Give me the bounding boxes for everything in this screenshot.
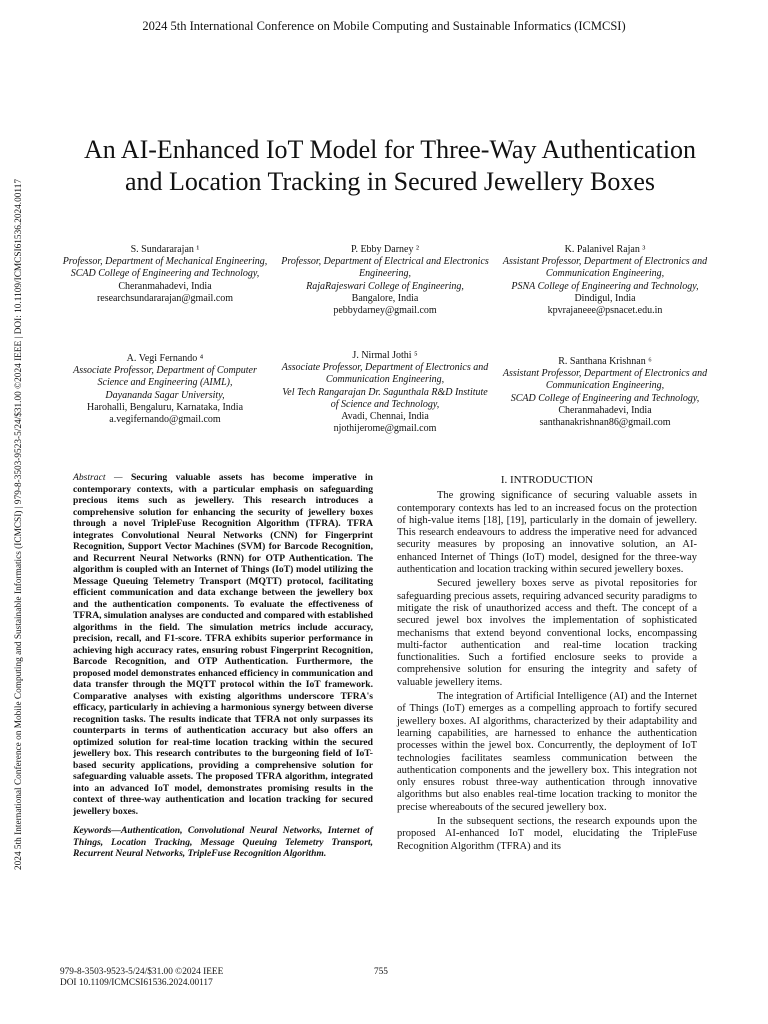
author-email: researchsundararajan@gmail.com [96, 292, 234, 304]
footer-doi: DOI 10.1109/ICMCSI61536.2024.00117 [60, 978, 213, 988]
left-column [73, 472, 373, 860]
author-location: Dindigul, India [574, 292, 636, 304]
section-heading-introduction: I. INTRODUCTION [500, 474, 594, 486]
author-location: Avadi, Chennai, India [341, 411, 429, 423]
right-column [397, 474, 697, 855]
author-role: Associate Professor, Department of Computer Science and Engineering (AIML), [73, 365, 257, 389]
author-email: a.vegifernando@gmail.com [109, 414, 221, 426]
author-name: K. Palanivel Rajan ³ [564, 244, 646, 255]
author-affiliation: RajaRajeswari College of Engineering, [306, 280, 464, 292]
side-citation-note: 2024 5th International Conference on Mobile Computing and Sustainable Informatics (ICMCSI) | 979-8-3503-9523-5/24/$31.00 ©2024 IEEE | DOI: 10.1109/ICMCSI61536.2024.00117 [14, 178, 24, 870]
intro-paragraph: The integration of Artificial Intelligence (AI) and the Internet of Things (IoT) emerges as a compelling approach to fortify secured jewellery boxes. AI algorithms, characterized by their adaptability and learning capabilities, are harnessed to enhance the authentication processes within the jewel box. Concurrently, the deployment of IoT technologies facilitates seamless communication between the authentication components and the jewellery box. This integration not only ensures robust three-way authentication through innovative algorithms but also enables real-time location tracking to monitor the precise whereabouts of the secured jewellery box. [397, 691, 697, 813]
conference-header: 2024 5th International Conference on Mobile Computing and Sustainable Informatics (ICMCSI) [142, 19, 626, 33]
author-location: Cheranmahadevi, India [118, 280, 212, 292]
author-name: J. Nirmal Jothi ⁵ [352, 350, 418, 361]
footer-isbn: 979-8-3503-9523-5/24/$31.00 ©2024 IEEE [60, 967, 224, 977]
author-1 [60, 244, 270, 305]
author-affiliation: SCAD College of Engineering and Technology, [70, 268, 260, 280]
author-role: Professor, Department of Electrical and Electronics Engineering, [281, 256, 489, 280]
author-role: Associate Professor, Department of Electronics and Communication Engineering, [281, 362, 489, 386]
author-location: Cheranmahadevi, India [558, 404, 652, 416]
author-role: Assistant Professor, Department of Electronics and Communication Engineering, [502, 368, 708, 392]
page-number: 755 [374, 967, 388, 977]
paper-title: An AI-Enhanced IoT Model for Three-Way Authentication and Location Tracking in Secured Jewellery Boxes [83, 135, 697, 196]
author-name: A. Vegi Fernando ⁴ [126, 353, 204, 364]
intro-paragraph: The growing significance of securing valuable assets in contemporary contexts has led to an increased focus on the protection of high-value items [18], [19], particularly in the domain of jewellery. This research endeavours to address the imperative need for advanced security measures by proposing an innovative solution, an AI-enhanced Internet of Things (IoT) model, designed for the three-way authentication and location tracking within secured jewellery boxes. [397, 490, 697, 576]
author-6 [500, 356, 710, 429]
intro-paragraph: In the subsequent sections, the research expounds upon the proposed AI-enhanced IoT model, elucidating the TripleFuse Recognition Algorithm (TFRA) and its [397, 816, 697, 852]
author-email: njothijerome@gmail.com [333, 423, 437, 435]
author-location: Bangalore, India [351, 292, 419, 304]
author-affiliation: Vel Tech Rangarajan Dr. Sagunthala R&D Institute of Science and Technology, [282, 386, 488, 410]
author-2 [280, 244, 490, 317]
author-5 [280, 350, 490, 435]
abstract-lead: Abstract — [73, 472, 123, 483]
footer-copyright [60, 967, 223, 989]
author-email: santhanakrishnan86@gmail.com [539, 417, 671, 429]
author-4 [60, 353, 270, 426]
author-affiliation: SCAD College of Engineering and Technology, [510, 392, 700, 404]
intro-paragraph: Secured jewellery boxes serve as pivotal repositories for safeguarding precious assets, requiring advanced security paradigms to mitigate the risk of unauthorized access and theft. The concept of a secured jewel box involves the implementation of sophisticated mechanisms that extend beyond conventional locks, encompassing multi-factor authentication and real-time location tracking functionalities. Such a fortified enclosure seeks to provide a comprehensive solution for ensuring the integrity and safety of valuable jewellery items. [397, 578, 697, 688]
author-role: Professor, Department of Mechanical Engineering, [62, 256, 268, 268]
author-email: kpvrajaneee@psnacet.edu.in [547, 305, 663, 317]
author-name: R. Santhana Krishnan ⁶ [558, 356, 652, 367]
author-location: Harohalli, Bengaluru, Karnataka, India [86, 401, 244, 413]
author-email: pebbydarney@gmail.com [333, 305, 437, 317]
author-role: Assistant Professor, Department of Electronics and Communication Engineering, [502, 256, 708, 280]
abstract-text: Securing valuable assets has become imperative in contemporary contexts, with a particular emphasis on safeguarding precious items such as jewellery. This research introduces a comprehensive solution for enhancing the security of jewellery boxes through a novel TripleFuse Recognition Algorithm (TFRA). TFRA integrates Convolutional Neural Networks (CNN) for Fingerprint Recognition, Support Vector Machines (SVM) for Barcode Recognition, and Recurrent Neural Networks (RNN) for OTP Authentication. The algorithm is coupled with an Internet of Things (IoT) model utilizing the Message Queuing Telemetry Transport (MQTT) protocol, facilitating efficient communication and data exchange between the jewellery box and the authentication components. To evaluate the effectiveness of TFRA, simulation analyses are conducted and compared with established algorithms in the field. The simulation metrics include accuracy, precision, recall, and F1-score. TFRA exhibits superior performance in achieving high accuracy rates, ensuring robust Fingerprint Recognition, Barcode Recognition, and OTP Authentication. Furthermore, the proposed model demonstrates enhanced efficiency in communication and data transfer through the MQTT protocol within the IoT framework. Comparative analyses with existing algorithms underscore TFRA's efficacy, particularly in achieving a harmonious synergy between diverse recognition tasks. The results indicate that TFRA not only surpasses its counterparts in terms of authentication accuracy but also offers an optimized solution for real-time location tracking within the secured jewellery box. This research contributes to the burgeoning field of IoT-based security applications, providing a comprehensive solution for safeguarding valuable assets. The proposed TFRA algorithm, integrated into an advanced IoT model, demonstrates promising results in the context of three-way authentication and location tracking for secured jewellery boxes. [73, 472, 374, 817]
keywords: Keywords—Authentication, Convolutional Neural Networks, Internet of Things, Location Tracking, Message Queuing Telemetry Transport, Recurrent Neural Networks, TripleFuse Recognition Algorithm. [73, 825, 373, 859]
author-affiliation: Dayananda Sagar University, [105, 389, 225, 401]
author-3 [500, 244, 710, 317]
author-name: S. Sundararajan ¹ [130, 244, 200, 255]
author-name: P. Ebby Darney ² [351, 244, 419, 255]
abstract [73, 472, 373, 817]
author-affiliation: PSNA College of Engineering and Technology, [511, 280, 699, 292]
